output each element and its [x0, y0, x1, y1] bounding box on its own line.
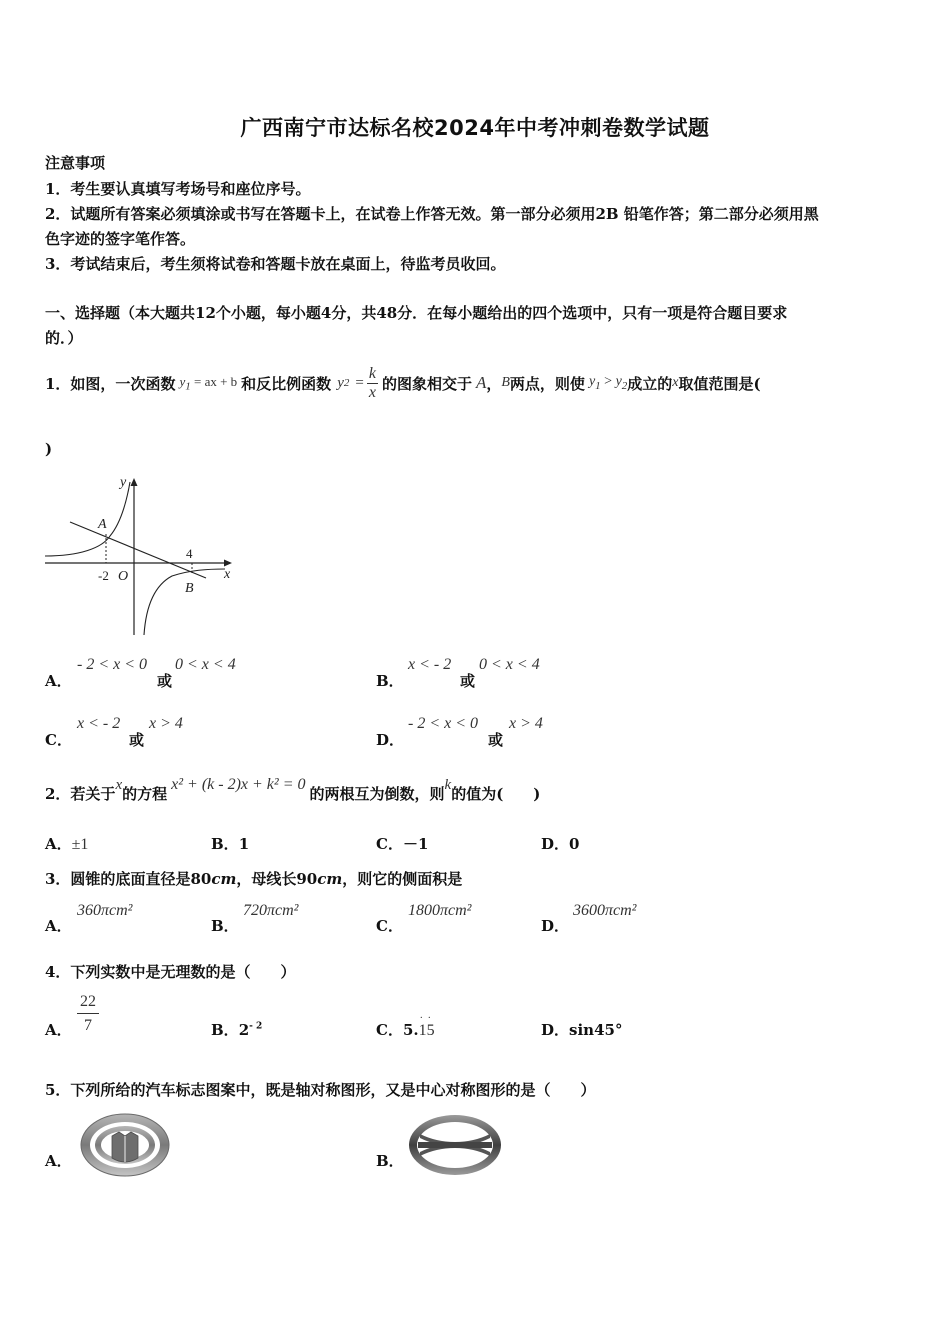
q3-option-c-label: C．	[376, 917, 403, 935]
q4-option-a-label: A．	[45, 1021, 72, 1039]
notice-item-3: 3．考试结束后，考生须将试卷和答题卡放在桌面上，待监考员收回。	[45, 255, 506, 273]
graph-x-label: x	[224, 567, 231, 582]
q3-option-a-value: 360πcm²	[77, 902, 133, 919]
repeat-dot-1: ·	[419, 1013, 423, 1024]
q4-option-a-num: 22	[77, 993, 99, 1014]
question-2-stem	[45, 778, 540, 808]
q3-slant-height: 90	[296, 870, 318, 888]
q1-f2-den: x	[368, 383, 376, 401]
q4-option-c-value: 5.	[402, 1021, 419, 1039]
q2-option-c-value: －1	[402, 835, 429, 853]
q1-ineq-y2: y	[615, 374, 622, 390]
q2-text-3: 的两根互为倒数，则	[309, 784, 445, 803]
q2-k-var: k	[444, 776, 452, 793]
graph-point-a-label: A	[98, 517, 107, 532]
logo-b-center-bar	[418, 1142, 492, 1148]
question-5-stem: 5．下列所给的汽车标志图案中，既是轴对称图形，又是中心对称图形的是（ ）	[45, 1081, 596, 1099]
q1-f2-fraction	[367, 365, 378, 402]
q5-option-b[interactable]	[376, 1112, 516, 1182]
q1-f2-num: k	[368, 364, 376, 382]
q1-ineq-gt: >	[600, 374, 616, 390]
notice-item-2: 2．试题所有答案必须填涂或书写在答题卡上，在试卷上作答无效。第一部分必须用2B 铅笔作答；第二部分必须用黑	[45, 205, 819, 223]
q1-text-5: 成立的	[627, 374, 673, 393]
q1-ineq-sub2: 2	[621, 379, 628, 392]
q1-graph	[40, 470, 240, 640]
q4-option-a-fraction	[77, 993, 99, 1035]
q1-f2-var: y	[337, 374, 344, 391]
q1-option-a-label: A．	[45, 672, 72, 690]
q1-f1-rest: = ax + b	[193, 373, 238, 389]
q2-equation: x² + (k - 2)x + k² = 0	[171, 776, 306, 793]
q1-inequality	[589, 374, 627, 392]
q1-option-a-range2: 0 < x < 4	[175, 656, 236, 673]
q1-f1-var: y	[179, 373, 186, 389]
q1-option-b-range2: 0 < x < 4	[479, 656, 540, 673]
q2-text-4: 的值为( )	[451, 784, 541, 803]
q4-option-b-exponent: - 2	[249, 1021, 263, 1032]
q2-option-b-value: 1	[238, 835, 250, 853]
x-axis-arrow	[224, 560, 232, 567]
q3-diameter: 80	[190, 870, 212, 888]
q2-text-1: 2．若关于	[45, 784, 116, 803]
q1-option-b-range1: x < - 2	[408, 656, 452, 673]
section-heading-line2: 的．）	[45, 329, 83, 347]
graph-four-label: 4	[186, 546, 193, 561]
graph-neg2-label: -2	[98, 568, 109, 583]
notice-item-1: 1．考生要认真填写考场号和座位序号。	[45, 180, 311, 198]
q2-option-a-value: ±1	[71, 836, 89, 853]
q1-option-a-range1: - 2 < x < 0	[77, 656, 148, 673]
q3-option-d-value: 3600πcm²	[573, 902, 637, 919]
q1-formula-inverse	[337, 365, 378, 402]
q1-text-4: 两点，则使	[509, 374, 585, 393]
q2-option-d[interactable]	[541, 833, 579, 854]
q1-option-c-range1: x < - 2	[77, 715, 121, 732]
q4-option-c-digits: 15	[418, 1022, 435, 1039]
q4-option-b[interactable]	[211, 1019, 262, 1040]
q4-option-c-label: C．	[376, 1021, 403, 1039]
q5-option-b-label: B．	[376, 1152, 404, 1170]
q1-formula-linear	[179, 374, 237, 393]
graph-y-label: y	[120, 475, 127, 490]
graph-point-b-label: B	[185, 581, 194, 596]
q5-option-a[interactable]	[45, 1112, 185, 1182]
q1-option-d-or: 或	[488, 731, 504, 749]
q1-option-d-label: D．	[376, 731, 405, 749]
q2-text-2: 的方程	[122, 784, 168, 803]
q1-f2-sub: 2	[343, 377, 350, 389]
q1-option-a-or: 或	[157, 672, 173, 690]
q1-point-b: B	[501, 375, 510, 390]
q1-text-6: 取值范围是(	[678, 374, 761, 393]
graph-origin-label: O	[118, 569, 129, 584]
q2-option-b-label: B．	[211, 835, 239, 853]
question-4-stem: 4．下列实数中是无理数的是（ ）	[45, 963, 296, 981]
q3-text-3: ，则它的侧面积是	[342, 870, 463, 888]
q4-option-d-label: D．	[541, 1021, 570, 1039]
q2-option-a-label: A．	[45, 835, 72, 853]
hyperbola-branch-upper-left	[45, 482, 130, 556]
q1-option-d-range1: - 2 < x < 0	[408, 715, 479, 732]
hino-logo-icon	[406, 1112, 504, 1178]
q1-text-3: 的图象相交于	[381, 374, 472, 393]
notice-item-2-cont: 色字迹的签字笔作答。	[45, 230, 196, 248]
q1-ineq-y1: y	[588, 374, 596, 390]
q1-point-a: A	[475, 373, 487, 392]
q1-f2-eq: =	[355, 374, 364, 391]
q1-x-var: x	[672, 375, 679, 390]
q4-option-a-den: 7	[84, 1017, 92, 1034]
q4-option-c-repeating	[418, 1013, 435, 1039]
q1-close-paren: )	[45, 440, 53, 458]
question-1-stem	[45, 366, 761, 400]
section-heading-line1: 一、选择题（本大题共12个小题，每小题4分，共48分．在每小题给出的四个选项中，只有一项是符合题目要求	[45, 304, 788, 322]
q4-option-b-base: 2	[238, 1021, 250, 1039]
question-3-stem	[45, 868, 462, 889]
q3-text-1: 3．圆锥的底面直径是	[45, 870, 191, 888]
q1-option-c-label: C．	[45, 731, 72, 749]
q4-option-d[interactable]	[541, 1019, 622, 1040]
q3-option-a-label: A．	[45, 917, 72, 935]
q1-option-c-range2: x > 4	[149, 715, 183, 732]
repeat-dot-2: ·	[427, 1013, 431, 1024]
q2-option-c[interactable]	[376, 833, 428, 854]
q3-option-b-label: B．	[211, 917, 239, 935]
q1-comma: ，	[486, 374, 502, 393]
q2-option-c-label: C．	[376, 835, 403, 853]
q4-option-b-label: B．	[211, 1021, 239, 1039]
q3-option-c-value: 1800πcm²	[408, 902, 472, 919]
q2-option-a[interactable]	[45, 833, 88, 854]
q1-text-1: 1．如图，一次函数	[45, 374, 176, 393]
q4-option-d-value: sin45°	[569, 1021, 623, 1039]
y-axis-arrow	[131, 478, 138, 486]
hyperbola-branch-lower-right	[144, 569, 225, 635]
notice-heading: 注意事项	[45, 154, 106, 172]
q1-ineq-sub1: 1	[595, 379, 601, 392]
q2-option-d-value: 0	[569, 835, 580, 853]
q3-unit-1: cm	[211, 870, 237, 888]
q3-unit-2: cm	[317, 870, 343, 888]
q1-option-d-range2: x > 4	[509, 715, 543, 732]
q3-option-d-label: D．	[541, 917, 570, 935]
q3-text-2: ，母线长	[236, 870, 297, 888]
q2-option-b[interactable]	[211, 833, 249, 854]
q1-f1-sub: 1	[185, 380, 191, 393]
q2-x-var: x	[115, 776, 123, 793]
q5-option-a-label: A．	[45, 1152, 72, 1170]
q4-option-c[interactable]	[376, 1013, 435, 1040]
page-title: 广西南宁市达标名校2024年中考冲刺卷数学试题	[240, 116, 710, 140]
q2-option-d-label: D．	[541, 835, 570, 853]
q1-option-b-or: 或	[460, 672, 476, 690]
q3-option-b-value: 720πcm²	[243, 902, 299, 919]
great-wall-logo-icon	[79, 1112, 171, 1178]
q1-text-2: 和反比例函数	[241, 374, 332, 393]
q1-option-c-or: 或	[129, 731, 145, 749]
q1-option-b-label: B．	[376, 672, 404, 690]
